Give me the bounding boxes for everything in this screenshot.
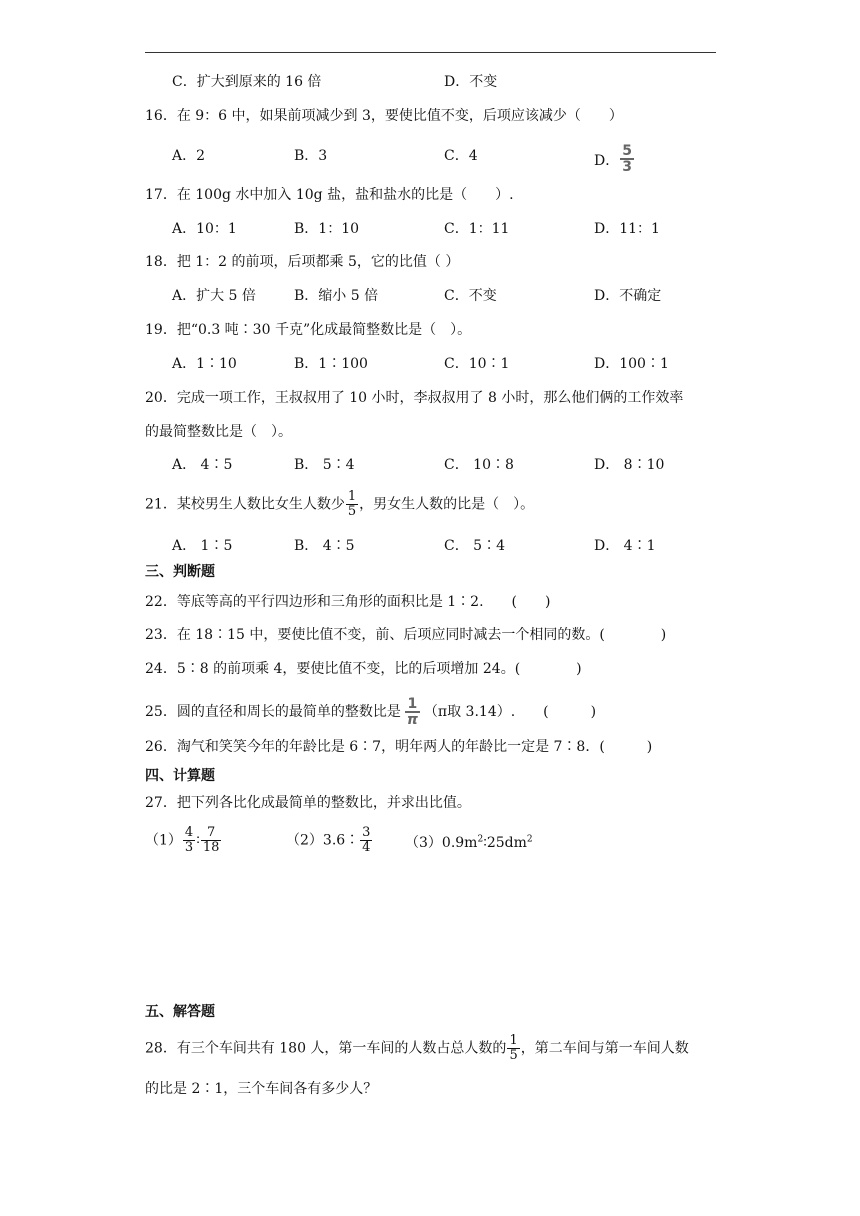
q27-part-3 [405, 833, 533, 853]
q26: 26．淘气和笑笑今年的年龄比是 6∶7，明年两人的年龄比一定是 7∶8．( ) [145, 739, 653, 755]
fraction-numerator: 3 [362, 825, 371, 840]
q16-stem: 16．在 9：6 中，如果前项减少到 3，要使比值不变，后项应该减少（ ） [145, 108, 623, 124]
q27-part-3-middle: ∶25dm [483, 835, 527, 851]
section-3-heading: 三、判断题 [145, 564, 215, 580]
fraction-numerator: 4 [184, 825, 194, 840]
q25-stem-part2: （π取 3.14）. ( ) [423, 704, 597, 720]
q27-stem: 27．把下列各比化成最简单的整数比，并求出比值。 [145, 795, 471, 811]
q27-part-2 [286, 826, 373, 855]
q16-option-d [594, 143, 635, 176]
q20-stem-line1: 20．完成一项工作，王叔叔用了 10 小时，李叔叔用了 8 小时，那么他们俩的工作效率 [145, 390, 684, 406]
q20-option-a: A． 4∶5 [172, 457, 233, 473]
fraction-denominator: 18 [202, 840, 220, 855]
q27-part-3-exponent-1: 2 [477, 834, 484, 845]
q20-stem-line2: 的最简整数比是（ ）。 [145, 424, 292, 440]
q25-fraction [405, 697, 420, 727]
q20-option-c: C． 10∶8 [444, 457, 514, 473]
q25-stem-part1: 25．圆的直径和周长的最简单的整数比是 [145, 704, 401, 720]
q18-option-d: D．不确定 [594, 288, 662, 304]
fraction-numerator: 5 [622, 143, 632, 159]
q27-part-1-fraction-b [201, 826, 222, 855]
q17-option-a: A．10：1 [172, 221, 237, 237]
q21-option-c: C． 5∶4 [444, 538, 505, 554]
q25 [145, 697, 596, 727]
q21-stem-part2: ，男女生人数的比是（ ）。 [359, 496, 535, 513]
q21-option-a: A． 1∶5 [172, 538, 233, 554]
fraction-numerator: 1 [347, 489, 357, 504]
q28-stem-line1 [145, 1034, 689, 1063]
q28-stem-part2: ，第二车间与第一车间人数 [520, 1040, 689, 1057]
q16-option-d-prefix: D． [594, 153, 620, 169]
q28-fraction [507, 1034, 519, 1063]
q18-option-b: B．缩小 5 倍 [294, 288, 379, 304]
q18-option-a: A．扩大 5 倍 [172, 288, 256, 304]
q18-option-c: C．不变 [444, 288, 497, 304]
q21-fraction [346, 490, 358, 519]
q22: 22．等底等高的平行四边形和三角形的面积比是 1∶2. ( ) [145, 594, 551, 610]
q23: 23．在 18∶15 中，要使比值不变，前、后项应同时减去一个相同的数。( ) [145, 627, 667, 643]
q27-part-1 [145, 826, 222, 855]
q20-option-b: B． 5∶4 [294, 457, 355, 473]
q28-stem-part1: 28．有三个车间共有 180 人，第一车间的人数占总人数的 [145, 1040, 507, 1057]
q18-stem: 18．把 1：2 的前项，后项都乘 5，它的比值（ ） [145, 254, 460, 270]
q27-part-1-fraction-a [183, 826, 195, 855]
fraction-denominator: 5 [347, 504, 357, 519]
q19-option-d: D．100∶1 [594, 356, 669, 372]
q27-part-3-exponent-2: 2 [526, 834, 533, 845]
q17-option-b: B．1：10 [294, 221, 360, 237]
q27-part-1-label: （1） [145, 832, 182, 849]
q17-option-d: D．11：1 [594, 221, 660, 237]
q15-option-c: C．扩大到原来的 16 倍 [172, 74, 322, 90]
top-rule [145, 52, 716, 53]
section-5-heading: 五、解答题 [145, 1004, 215, 1020]
q27-part-2-fraction [360, 826, 372, 855]
q27-part-1-ratio-sign: ∶ [196, 832, 200, 849]
q16-option-a: A．2 [172, 148, 206, 164]
q24: 24．5∶8 的前项乘 4，要使比值不变，比的后项增加 24。( ) [145, 661, 582, 677]
q15-option-d: D．不变 [444, 74, 498, 90]
q19-option-a: A．1∶10 [172, 356, 237, 372]
section-4-heading: 四、计算题 [145, 768, 215, 784]
fraction-numerator: 7 [206, 825, 216, 840]
fraction-denominator: 3 [184, 840, 194, 855]
q27-part-3-label: （3）0.9m [405, 835, 478, 851]
fraction-denominator: π [406, 712, 418, 728]
q19-option-c: C．10∶1 [444, 356, 510, 372]
fraction-numerator: 1 [509, 1033, 518, 1048]
q21-stem [145, 490, 534, 519]
q16-option-b: B．3 [294, 148, 328, 164]
q27-part-2-label: （2）3.6∶ [286, 832, 360, 849]
q21-option-d: D． 4∶1 [594, 538, 656, 554]
q20-option-d: D． 8∶10 [594, 457, 665, 473]
q16-option-d-fraction [620, 144, 634, 174]
fraction-denominator: 4 [362, 840, 371, 855]
q21-stem-part1: 21．某校男生人数比女生人数少 [145, 496, 345, 513]
fraction-denominator: 3 [622, 159, 632, 175]
q17-stem: 17．在 100g 水中加入 10g 盐，盐和盐水的比是（ ）. [145, 187, 514, 203]
q21-option-b: B． 4∶5 [294, 538, 355, 554]
q28-stem-line2: 的比是 2∶1，三个车间各有多少人？ [145, 1081, 378, 1097]
q19-option-b: B．1∶100 [294, 356, 368, 372]
q19-stem: 19．把“0.3 吨∶30 千克”化成最简整数比是（ ）。 [145, 322, 472, 338]
fraction-numerator: 1 [407, 696, 418, 712]
fraction-denominator: 5 [509, 1048, 518, 1063]
q16-option-c: C．4 [444, 148, 478, 164]
q17-option-c: C．1：11 [444, 221, 510, 237]
